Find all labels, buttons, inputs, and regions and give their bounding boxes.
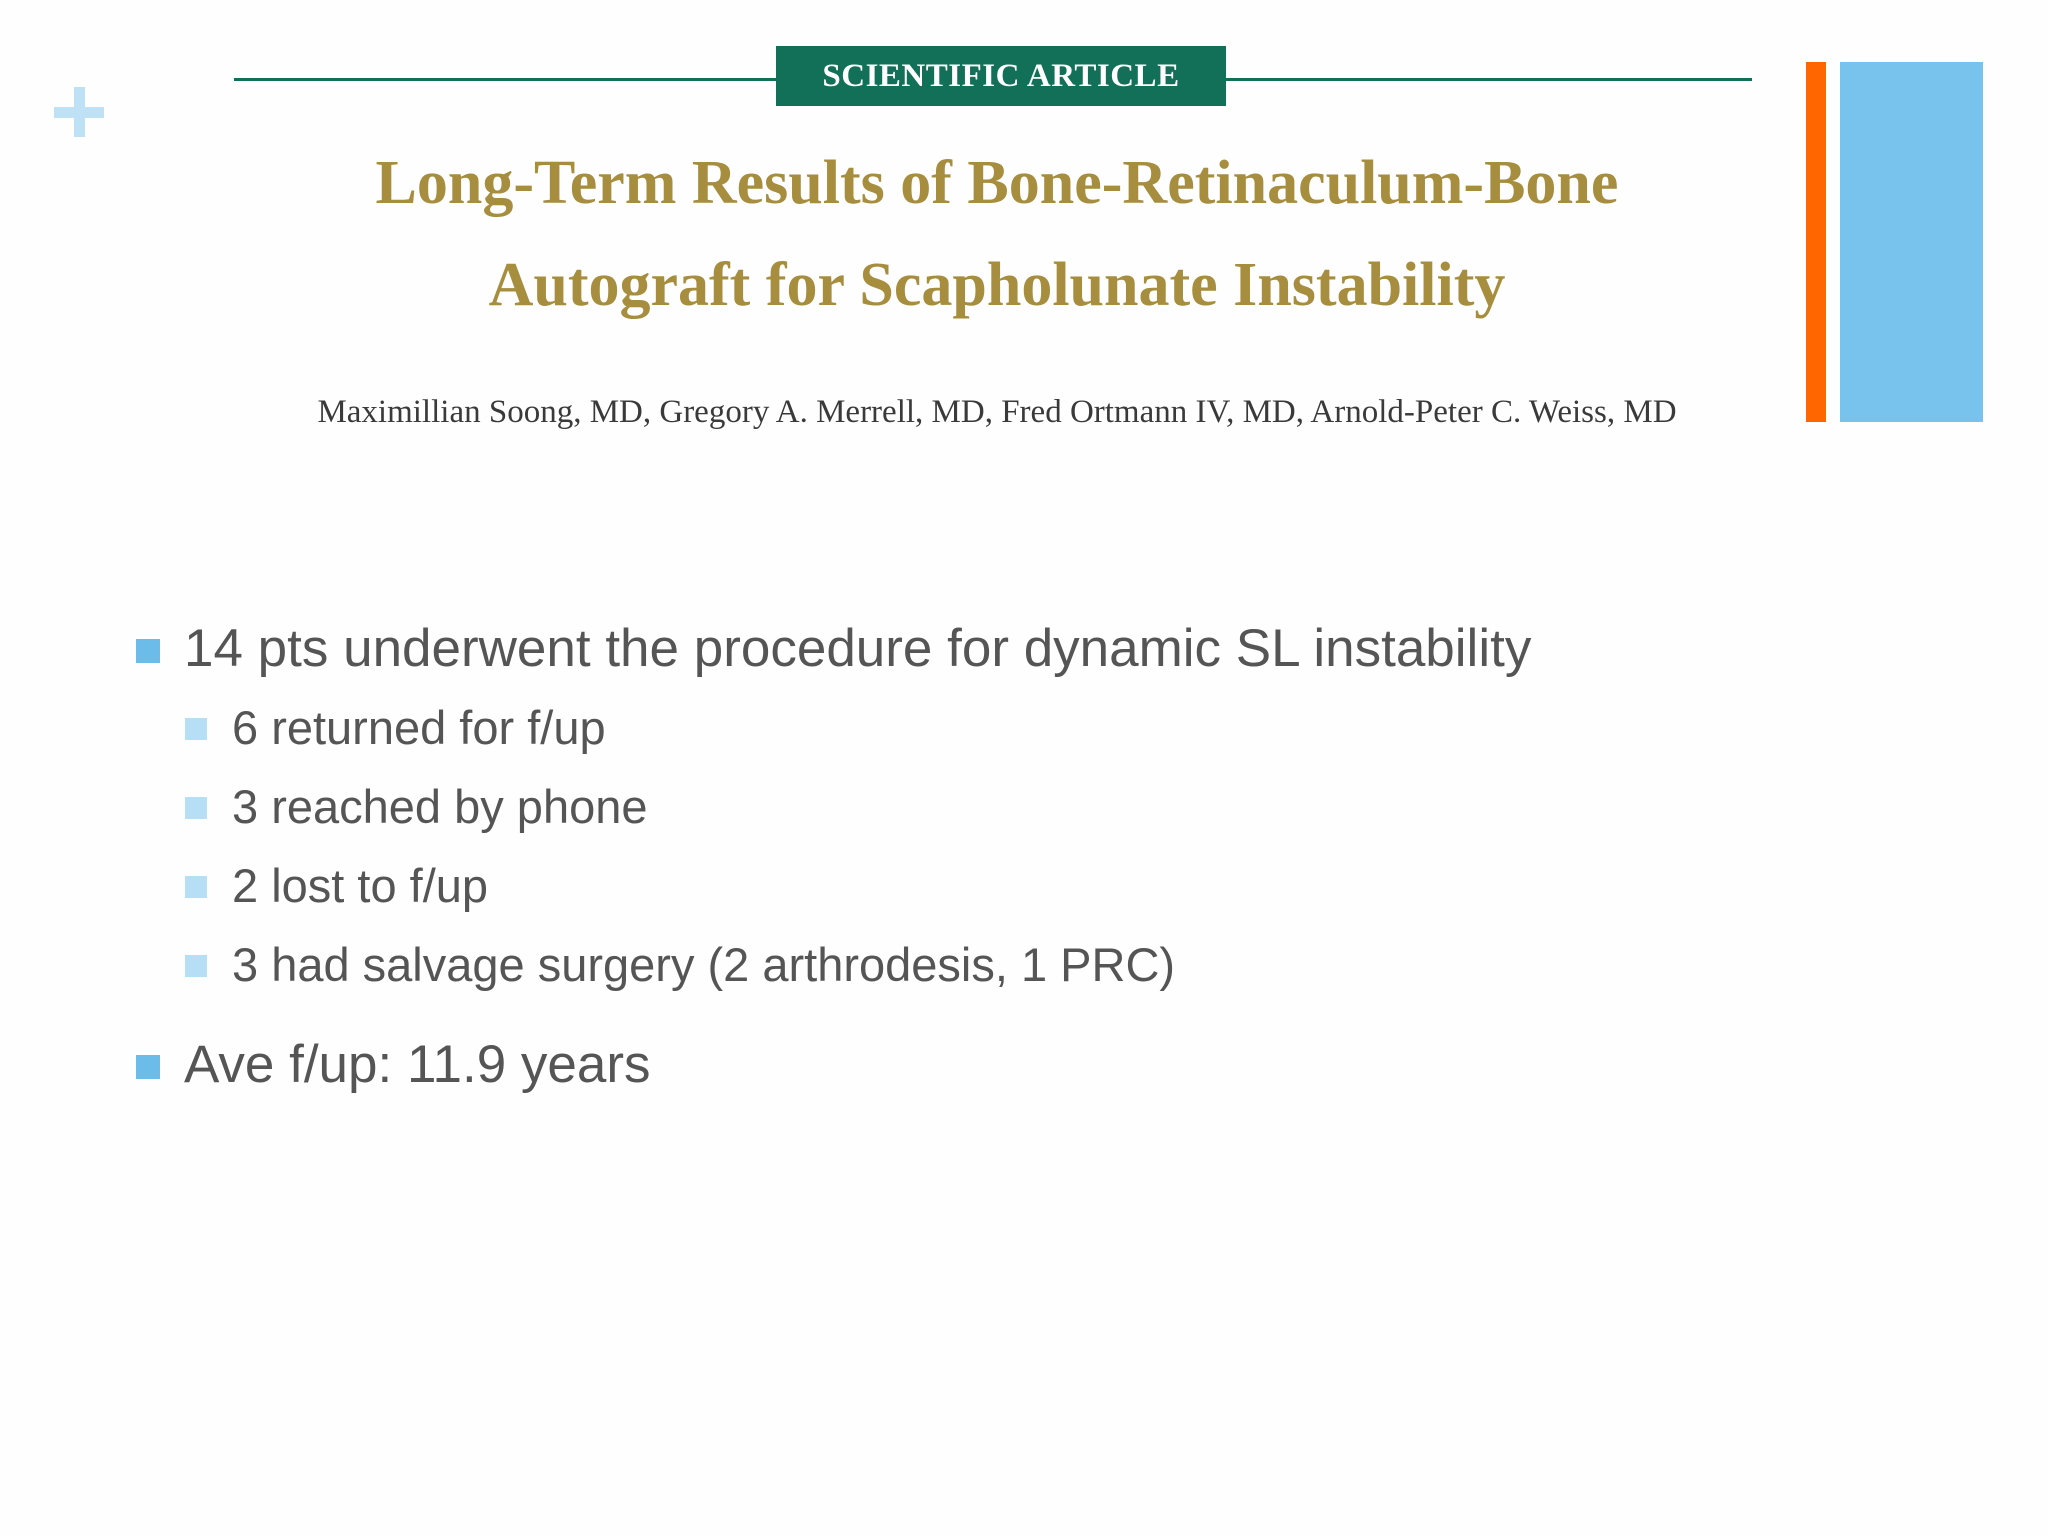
orange-accent-bar <box>1806 62 1826 422</box>
header-rule-right <box>1222 78 1752 81</box>
bullet-text: Ave f/up: 11.9 years <box>184 1035 651 1094</box>
blue-accent-bar <box>1840 62 1983 422</box>
sub-bullet-item <box>184 925 1834 1004</box>
square-bullet-icon <box>136 639 160 663</box>
sub-bullet-item <box>184 688 1834 767</box>
bullet-text: 14 pts underwent the procedure for dynamic SL instability <box>184 619 1532 678</box>
sub-bullet-text: 3 had salvage surgery (2 arthrodesis, 1 PRC) <box>232 938 1176 991</box>
bullet-item <box>134 612 1834 1004</box>
bullet-list <box>134 612 1834 1102</box>
article-authors: Maximillian Soong, MD, Gregory A. Merrell, MD, Fred Ortmann IV, MD, Arnold-Peter C. Weiss, MD <box>317 394 1677 430</box>
sub-bullet-text: 6 returned for f/up <box>232 701 606 754</box>
sub-bullet-text: 3 reached by phone <box>232 780 648 833</box>
square-sub-bullet-icon <box>185 955 207 977</box>
bullet-item <box>134 1028 1834 1102</box>
plus-icon <box>48 82 110 144</box>
square-sub-bullet-icon <box>185 797 207 819</box>
article-header-image <box>232 40 1762 430</box>
sub-bullet-text: 2 lost to f/up <box>232 859 489 912</box>
square-bullet-icon <box>136 1055 160 1079</box>
article-title-line-1: Long-Term Results of Bone-Retinaculum-Bone <box>375 149 1619 217</box>
header-rule-left <box>234 78 780 81</box>
sub-bullet-item <box>184 846 1834 925</box>
article-title <box>232 132 1762 336</box>
sub-bullet-list <box>184 688 1834 1004</box>
square-sub-bullet-icon <box>185 876 207 898</box>
sub-bullet-item <box>184 767 1834 846</box>
square-sub-bullet-icon <box>185 718 207 740</box>
article-title-line-2: Autograft for Scapholunate Instability <box>488 251 1506 319</box>
section-label: SCIENTIFIC ARTICLE <box>776 46 1226 106</box>
